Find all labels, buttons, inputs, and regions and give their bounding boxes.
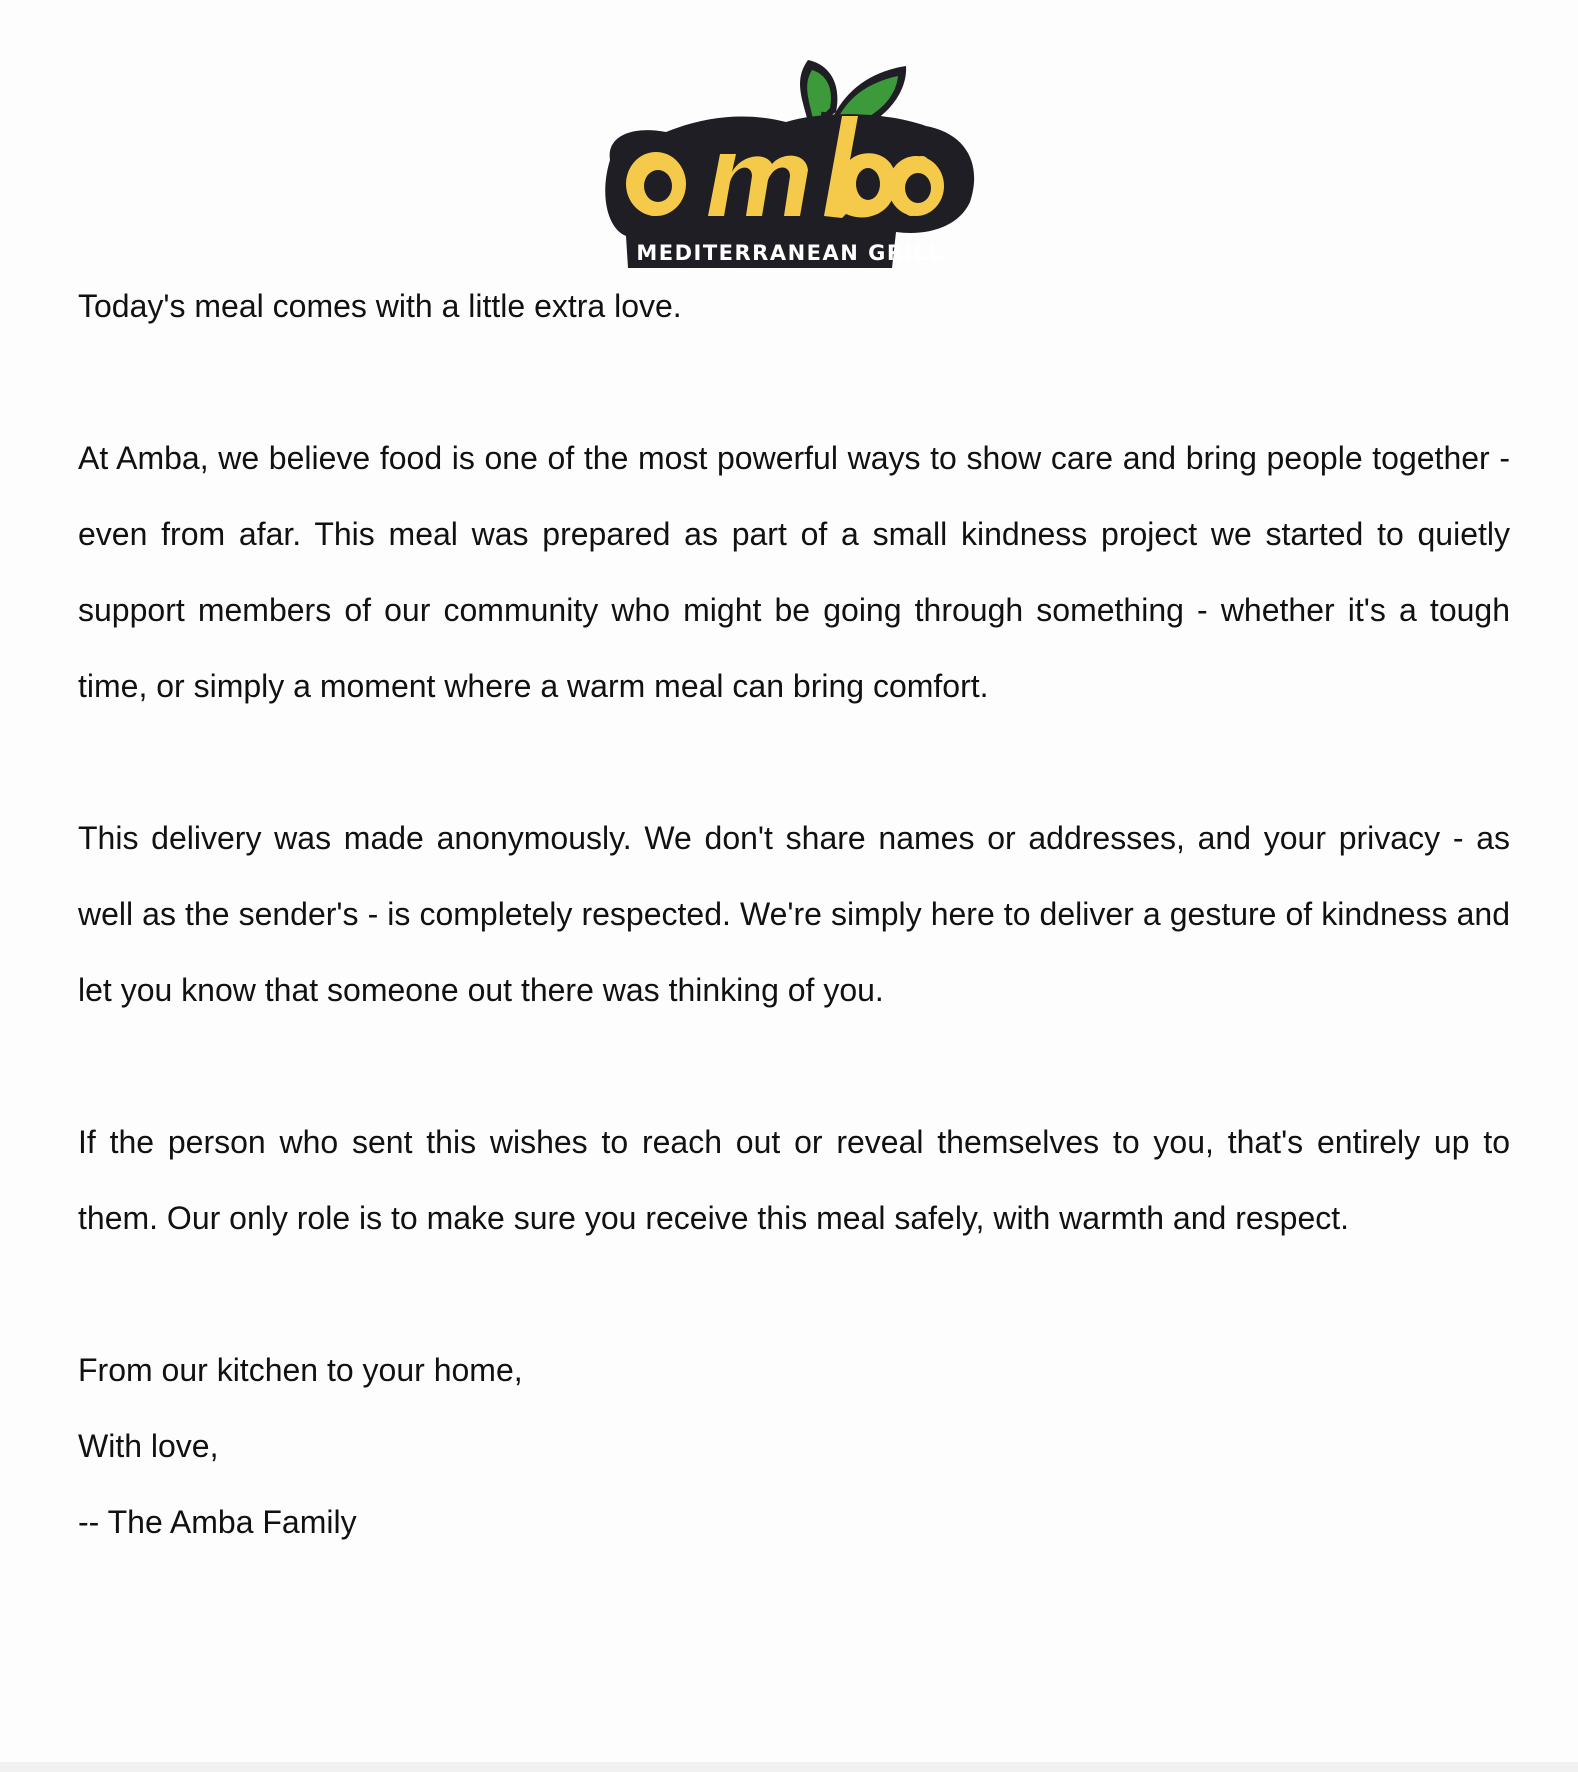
page-bottom-edge bbox=[0, 1762, 1578, 1772]
closing-line-2: With love, bbox=[78, 1428, 219, 1464]
paragraph-gap bbox=[78, 724, 1510, 800]
amba-logo bbox=[596, 42, 982, 274]
paragraph-3: If the person who sent this wishes to reach out or reveal themselves to you, that's entirely up to them. Our only role is to make sure you receive this meal safely, with warmth and respect. bbox=[78, 1124, 1510, 1236]
amba-logo-graphic bbox=[596, 42, 982, 274]
paragraph-1: At Amba, we believe food is one of the most powerful ways to show care and bring people together - even from afar. This meal was prepared as part of a small kindness project we started to quietly support members of our community who might be going through something - whether it's a tough time, or simply a moment where a warm meal can bring comfort. bbox=[78, 440, 1510, 704]
signature: -- The Amba Family bbox=[78, 1504, 357, 1540]
paragraph-gap bbox=[78, 1256, 1510, 1332]
paragraph-gap bbox=[78, 344, 1510, 420]
paragraph-gap bbox=[78, 1028, 1510, 1104]
closing-line-1: From our kitchen to your home, bbox=[78, 1352, 523, 1388]
opening-line: Today's meal comes with a little extra love. bbox=[78, 288, 682, 324]
paragraph-2: This delivery was made anonymously. We don't share names or addresses, and your privacy - as well as the sender's - is completely respected. We're simply here to deliver a gesture of kindness and let you know that someone out there was thinking of you. bbox=[78, 820, 1510, 1008]
letter-body bbox=[78, 268, 1510, 1560]
logo-tagline: MEDITERRANEAN GRILL bbox=[636, 241, 944, 265]
